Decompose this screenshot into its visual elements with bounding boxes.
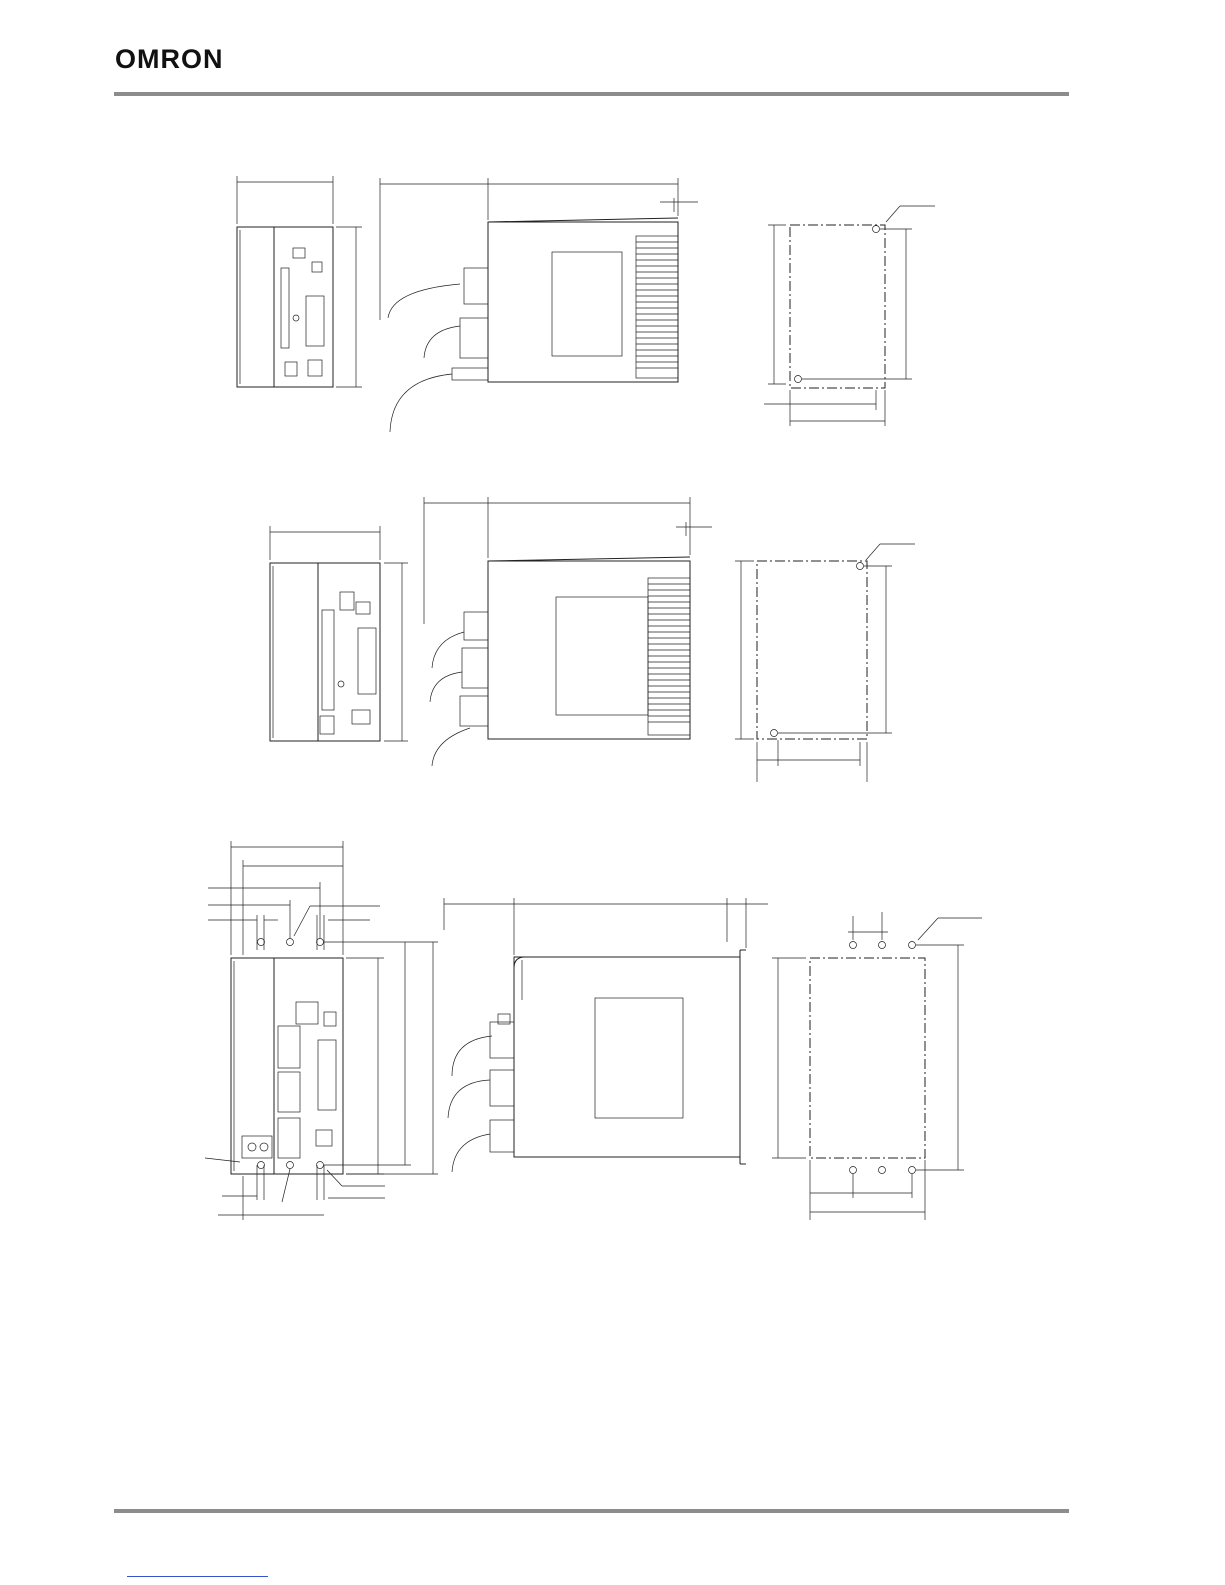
row3-mounting-view (772, 912, 982, 1220)
row1-front-view (237, 176, 362, 387)
row2-side-view (424, 497, 712, 766)
row1-heatsink (636, 236, 678, 378)
row1-side-view (380, 178, 698, 432)
row1-mounting-view (764, 206, 935, 426)
row3-front-view (205, 841, 438, 1220)
row2-front-view (270, 526, 408, 741)
row2-mounting-view (735, 544, 915, 782)
row3-side-view (444, 898, 768, 1172)
omron-logo: OMRON (115, 44, 224, 74)
row2-heatsink (648, 578, 690, 735)
